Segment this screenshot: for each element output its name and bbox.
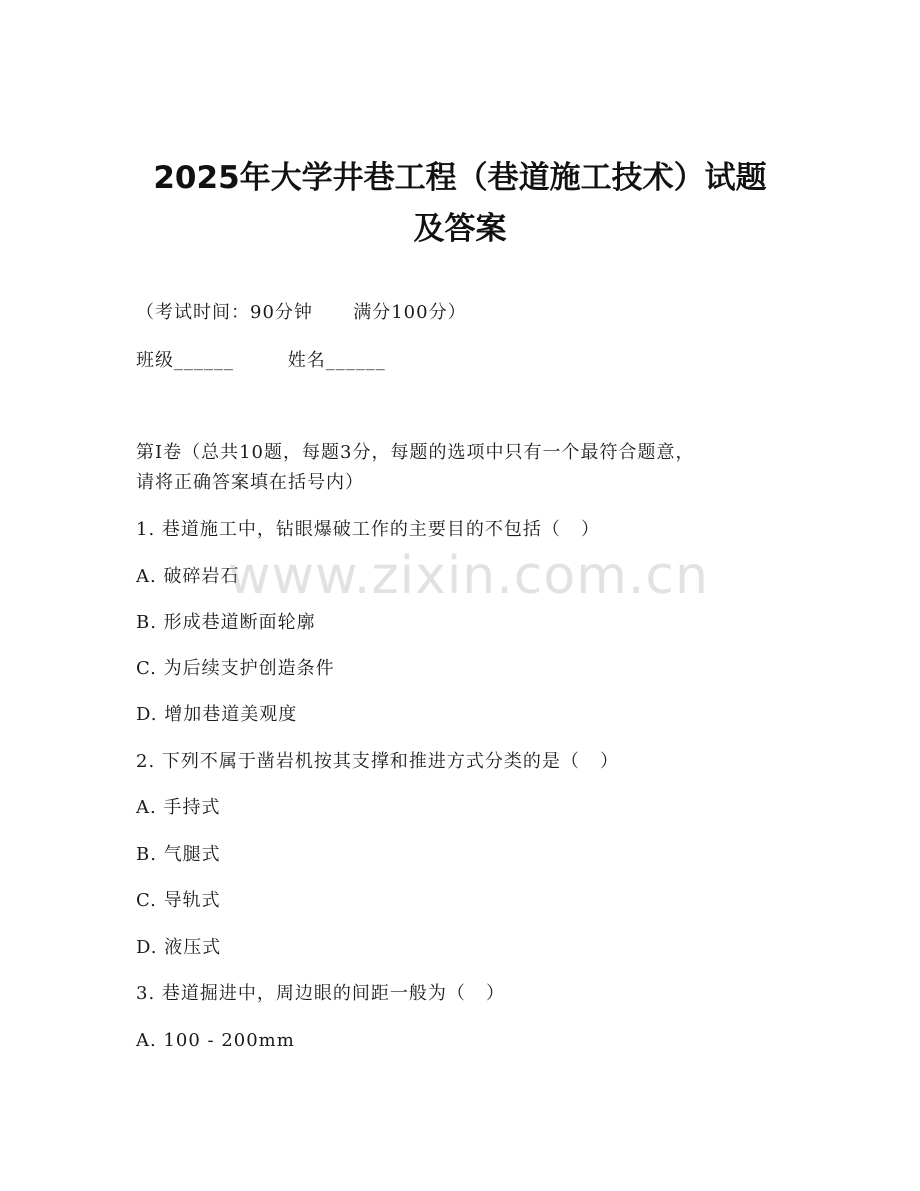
question-2-option-c: C. 导轨式 (136, 890, 221, 911)
document-title-line-2: 及答案 (413, 211, 507, 247)
document-title-line-1: 2025年大学井巷工程（巷道施工技术）试题 (153, 160, 767, 196)
question-1-option-a: A. 破碎岩石 (136, 566, 240, 587)
class-name-fields: 班级______ 姓名______ (136, 350, 386, 371)
question-1-option-b: B. 形成巷道断面轮廓 (136, 612, 316, 633)
question-2-stem: 2. 下列不属于凿岩机按其支撑和推进方式分类的是（ ） (136, 751, 620, 772)
exam-time-score: （考试时间：90分钟 满分100分） (136, 302, 467, 323)
section-heading-line-2: 请将正确答案填在括号内） (136, 472, 364, 493)
section-heading-line-1: 第Ⅰ卷（总共10题，每题3分，每题的选项中只有一个最符合题意， (136, 442, 695, 463)
watermark: www.zixin.com.cn (228, 546, 709, 606)
question-1-stem: 1. 巷道施工中，钻眼爆破工作的主要目的不包括（ ） (136, 519, 601, 540)
question-2-option-d: D. 液压式 (136, 937, 222, 958)
question-2-option-a: A. 手持式 (136, 797, 221, 818)
question-1-option-c: C. 为后续支护创造条件 (136, 658, 335, 679)
question-2-option-b: B. 气腿式 (136, 844, 221, 865)
question-3-option-a: A. 100 - 200mm (136, 1030, 295, 1051)
question-3-stem: 3. 巷道掘进中，周边眼的间距一般为（ ） (136, 983, 506, 1004)
question-1-option-d: D. 增加巷道美观度 (136, 704, 298, 725)
